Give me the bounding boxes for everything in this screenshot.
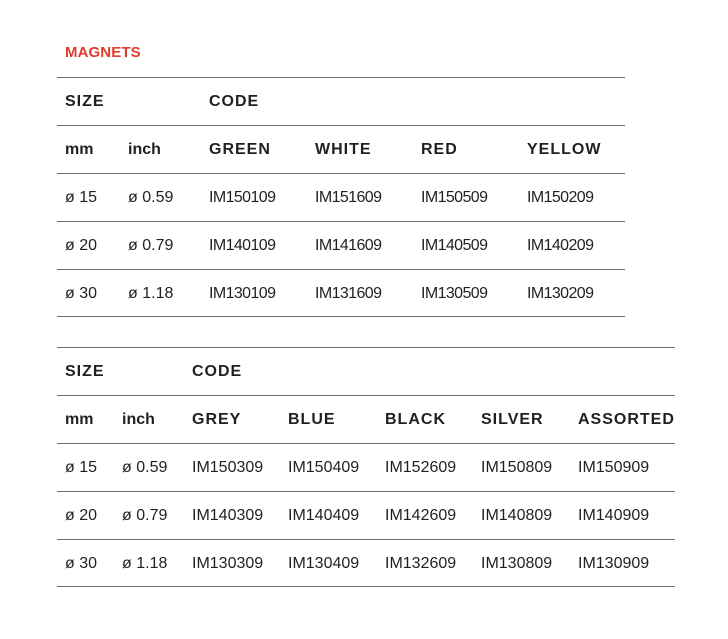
product-code: IM131609 [315, 285, 382, 302]
table-row [57, 221, 625, 269]
product-code: IM132609 [385, 555, 457, 572]
product-code: IM142609 [385, 507, 457, 524]
table-row [57, 491, 675, 539]
size-inch: ø 0.79 [122, 507, 168, 524]
table-row [57, 539, 675, 587]
product-code: IM141609 [315, 237, 382, 254]
product-code: IM152609 [385, 459, 457, 476]
color-header-white: WHITE [315, 141, 372, 158]
size-mm: ø 15 [65, 189, 98, 206]
size-inch: ø 0.79 [128, 237, 174, 254]
size-inch: ø 1.18 [122, 555, 168, 572]
magnets-table-1 [57, 77, 625, 317]
product-code: IM150909 [578, 459, 650, 476]
header-row-size-code [57, 347, 675, 395]
size-mm: ø 20 [65, 237, 98, 254]
size-inch: ø 0.59 [122, 459, 168, 476]
mm-header: mm [65, 411, 94, 428]
color-header-silver: SILVER [481, 411, 544, 428]
size-header: SIZE [65, 93, 105, 110]
product-code: IM140409 [288, 507, 360, 524]
header-row-size-code [57, 77, 625, 125]
product-code: IM150509 [421, 189, 488, 206]
product-code: IM130109 [209, 285, 276, 302]
color-header-assorted: ASSORTED [578, 411, 675, 428]
size-mm: ø 30 [65, 285, 98, 302]
inch-header: inch [128, 141, 161, 158]
color-header-green: GREEN [209, 141, 271, 158]
color-header-red: RED [421, 141, 458, 158]
product-code: IM140909 [578, 507, 650, 524]
product-code: IM150309 [192, 459, 264, 476]
size-mm: ø 20 [65, 507, 98, 524]
code-header: CODE [192, 363, 243, 380]
product-code: IM140809 [481, 507, 553, 524]
size-mm: ø 15 [65, 459, 98, 476]
product-code: IM130209 [527, 285, 594, 302]
product-code: IM150209 [527, 189, 594, 206]
product-code: IM150809 [481, 459, 553, 476]
mm-header: mm [65, 141, 94, 158]
product-code: IM151609 [315, 189, 382, 206]
table-row [57, 173, 625, 221]
header-row-units-colors [57, 125, 625, 173]
product-code: IM130509 [421, 285, 488, 302]
product-code: IM150409 [288, 459, 360, 476]
product-code: IM130809 [481, 555, 553, 572]
product-code: IM140309 [192, 507, 264, 524]
color-header-black: BLACK [385, 411, 446, 428]
table-row [57, 269, 625, 317]
magnets-table-2 [57, 347, 675, 587]
color-header-grey: GREY [192, 411, 242, 428]
product-code: IM140109 [209, 237, 276, 254]
section-title: MAGNETS [65, 44, 141, 61]
color-header-blue: BLUE [288, 411, 336, 428]
product-code: IM130909 [578, 555, 650, 572]
size-mm: ø 30 [65, 555, 98, 572]
product-code: IM150109 [209, 189, 276, 206]
size-inch: ø 1.18 [128, 285, 174, 302]
product-code: IM130409 [288, 555, 360, 572]
size-inch: ø 0.59 [128, 189, 174, 206]
product-code: IM140209 [527, 237, 594, 254]
header-row-units-colors [57, 395, 675, 443]
product-code: IM130309 [192, 555, 264, 572]
table-row [57, 443, 675, 491]
code-header: CODE [209, 93, 260, 110]
color-header-yellow: YELLOW [527, 141, 602, 158]
size-header: SIZE [65, 363, 105, 380]
product-code: IM140509 [421, 237, 488, 254]
inch-header: inch [122, 411, 155, 428]
